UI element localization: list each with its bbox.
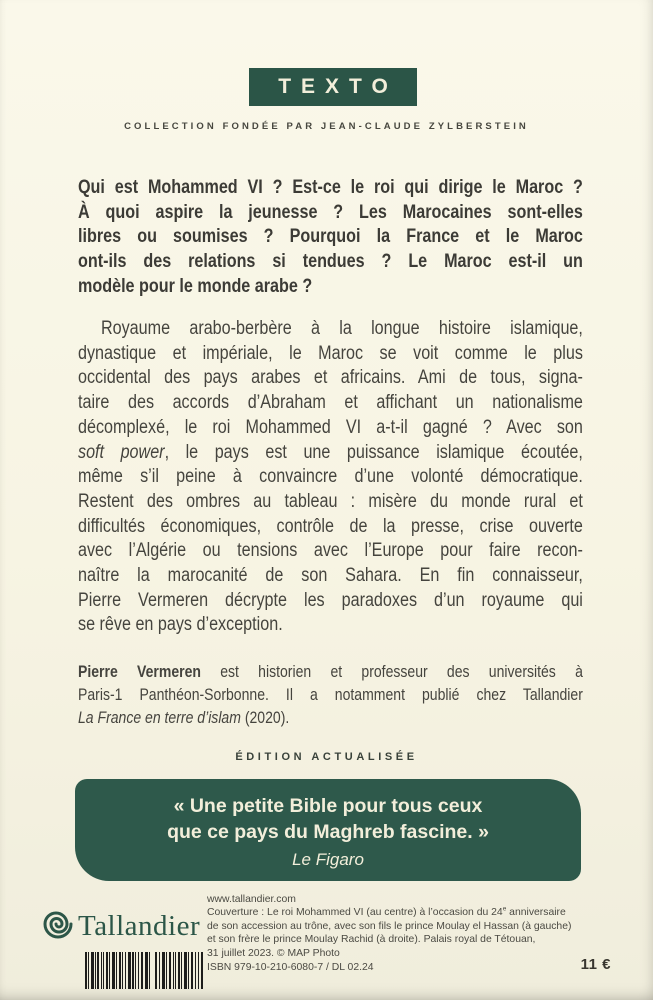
tallandier-spiral-icon (42, 908, 74, 945)
barcode (85, 952, 203, 994)
price-label: 11 € (580, 956, 611, 973)
imprint-block (207, 893, 592, 974)
texto-collection-logo (249, 68, 417, 106)
isbn-line: ISBN 979-10-210-6080-7 / DL 02.24 (207, 962, 374, 974)
intro-paragraph: Qui est Mohammed VI ? Est-ce le roi qui dirige le Maroc ? À quoi aspire la jeunesse ? Les Marocaines sont-elles libres ou soumises ? Pourquoi la France et le Maroc ont-ils des relations si tendues ? Le Maroc est-il un modèle pour le monde arabe ? (78, 177, 583, 297)
author-bio: Pierre Vermeren est historien et professeur des universités à Paris-1 Panthéon-Sorbonne. Il a notamment publié chez Tallandier La France en terre d’islam (2020). (78, 663, 583, 727)
edition-note: ÉDITION ACTUALISÉE (235, 751, 418, 763)
press-quote-source: Le Figaro (292, 849, 364, 869)
collection-founder-line: COLLECTION FONDÉE PAR JEAN-CLAUDE ZYLBERSTEIN (124, 121, 529, 132)
synopsis-paragraph: Royaume arabo-berbère à la longue histoire islamique, dynastique et impériale, le Maroc se voit comme le plus occidental des pays arabes et africains. Ami de tous, signa- taire des accords d’Abraham et affichant un nationalisme décomplexé, le roi Mohammed VI a-t-il gagné ? Avec son soft power, le pays est une puissance islamique écoutée, même s’il peine à convaincre d’une volonté démocratique. Restent des ombres au tableau : misère du monde rural et difficultés économiques, contrôle de la presse, crise ouverte avec l’Algérie ou tensions avec l’Europe pour faire recon- naître la marocanité de son Sahara. En fin connaisseur, Pierre Vermeren décrypte les paradoxes d’un royaume qui se rêve en pays d’exception. (78, 318, 583, 636)
cover-credit: Couverture : Le roi Mohammed VI (au centre) à l’occasion du 24e anniversaire de son accession au trône, avec son fils le prince Moulay el Hassan (à gauche) et son frère le prince Moulay Rachid (à droite). Palais royal de Tétouan, 31 juillet 2023. © MAP Photo (207, 905, 572, 959)
press-quote-text: « Une petite Bible pour tous ceux que ce pays du Maghreb fascine. » (167, 794, 489, 843)
press-quote-box (75, 779, 581, 881)
tallandier-wordmark: Tallandier (78, 910, 201, 942)
tallandier-logo (42, 908, 200, 945)
texto-logo-label: TEXTO (278, 75, 398, 98)
imprint-website: www.tallandier.com (207, 894, 296, 905)
